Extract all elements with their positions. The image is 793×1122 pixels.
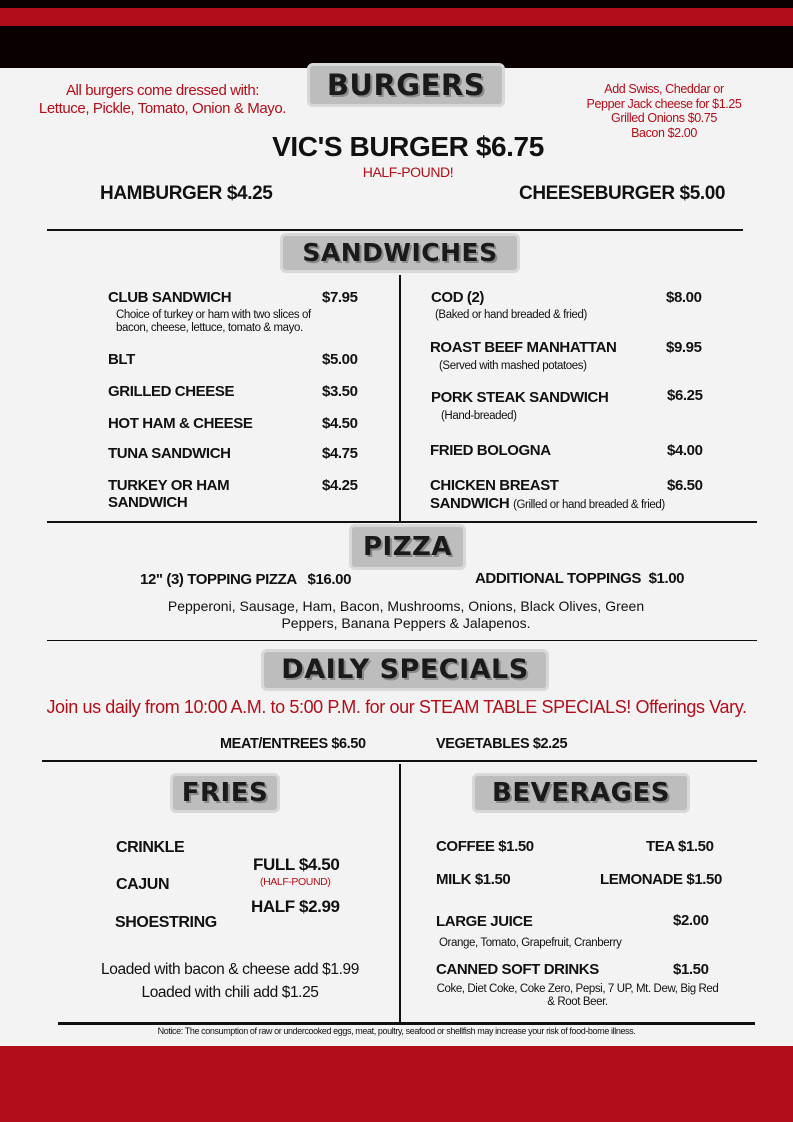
- vics-burger-note: HALF-POUND!: [362, 164, 454, 180]
- daily-meat-entrees: MEAT/ENTREES $6.50: [220, 736, 366, 752]
- hot-ham-cheese-name: HOT HAM & CHEESE: [108, 415, 253, 432]
- cheeseburger: CHEESEBURGER $5.00: [519, 183, 726, 204]
- canned-soft-drinks-desc: [430, 983, 725, 1009]
- beverages-banner: BEVERAGES: [472, 773, 690, 813]
- sandwiches-column-divider: [399, 275, 401, 521]
- top-black-band: [0, 26, 793, 68]
- blt-name: BLT: [108, 351, 135, 368]
- addon-cheese-price: Pepper Jack cheese for $1.25: [586, 96, 742, 111]
- pizza-toppings-list: [100, 598, 712, 632]
- canned-soft-drinks: CANNED SOFT DRINKS: [436, 961, 599, 978]
- dressed-line-2: Lettuce, Pickle, Tomato, Onion & Mayo.: [38, 100, 287, 117]
- burger-addons: [574, 82, 754, 140]
- bottom-column-divider: [399, 764, 401, 1022]
- divider-pizza: [47, 640, 757, 641]
- cod-name: COD (2): [431, 289, 485, 306]
- hamburger: HAMBURGER $4.25: [100, 183, 273, 204]
- club-sandwich-price: $7.95: [322, 289, 358, 306]
- dressed-line-1: All burgers come dressed with:: [65, 82, 260, 99]
- blt-price: $5.00: [322, 351, 358, 368]
- divider-specials: [42, 760, 757, 762]
- fries-full-note: (HALF-POUND): [260, 876, 331, 888]
- tuna-sandwich-price: $4.75: [322, 445, 358, 462]
- pork-steak-name: PORK STEAK SANDWICH: [431, 389, 609, 406]
- roast-beef-price: $9.95: [666, 339, 702, 356]
- chicken-breast-line-1: CHICKEN BREAST: [430, 477, 559, 494]
- fries-full-price: FULL $4.50: [253, 855, 340, 874]
- hot-ham-cheese-price: $4.50: [322, 415, 358, 432]
- divider-sandwiches: [47, 521, 757, 523]
- pizza-toppings-line-2: Peppers, Banana Peppers & Jalapenos.: [281, 615, 531, 631]
- addon-onions: Grilled Onions $0.75: [611, 111, 717, 125]
- tuna-sandwich-name: TUNA SANDWICH: [108, 445, 231, 462]
- divider-burgers: [47, 229, 743, 231]
- pork-steak-desc: (Hand-breaded): [441, 410, 517, 422]
- fried-bologna-name: FRIED BOLOGNA: [430, 442, 551, 459]
- pizza-additional-toppings: ADDITIONAL TOPPINGS $1.00: [475, 570, 685, 587]
- turkey-ham-price: $4.25: [322, 477, 358, 494]
- fries-banner: FRIES: [170, 773, 280, 813]
- large-juice-price: $2.00: [673, 912, 709, 929]
- daily-vegetables: VEGETABLES $2.25: [436, 736, 568, 752]
- daily-specials-banner: DAILY SPECIALS: [261, 649, 549, 691]
- top-red-band: [0, 8, 793, 26]
- roast-beef-desc: (Served with mashed potatoes): [439, 360, 587, 372]
- tea: TEA $1.50: [646, 838, 714, 855]
- club-sandwich-name: CLUB SANDWICH: [108, 289, 232, 306]
- burgers-dressed-note: [30, 82, 295, 118]
- cod-price: $8.00: [666, 289, 702, 306]
- club-sandwich-desc: Choice of turkey or ham with two slices of bacon, cheese, lettuce, tomato & mayo.: [116, 309, 311, 334]
- fries-crinkle: CRINKLE: [116, 839, 185, 856]
- grilled-cheese-price: $3.50: [322, 383, 358, 400]
- turkey-ham-line-2: SANDWICH: [108, 494, 188, 511]
- chicken-breast-price: $6.50: [667, 477, 703, 494]
- soft-drinks-line-2: & Root Beer.: [547, 996, 608, 1008]
- large-juice: LARGE JUICE: [436, 913, 533, 930]
- milk: MILK $1.50: [436, 871, 511, 888]
- addon-bacon: Bacon $2.00: [631, 125, 697, 140]
- bottom-red-band: [0, 1046, 793, 1122]
- fries-half-price: HALF $2.99: [251, 897, 340, 916]
- grilled-cheese-name: GRILLED CHEESE: [108, 383, 235, 400]
- lemonade: LEMONADE $1.50: [600, 871, 722, 888]
- fries-loaded-bacon: Loaded with bacon & cheese add $1.99: [101, 961, 359, 978]
- fried-bologna-price: $4.00: [667, 442, 703, 459]
- pizza-banner: PIZZA: [349, 524, 466, 570]
- daily-specials-note: Join us daily from 10:00 A.M. to 5:00 P.M. for our STEAM TABLE SPECIALS! Offerings Vary.: [46, 697, 747, 717]
- addon-cheese: Add Swiss, Cheddar or: [604, 82, 724, 96]
- fries-loaded-chili: Loaded with chili add $1.25: [141, 984, 319, 1001]
- fries-cajun: CAJUN: [116, 876, 170, 893]
- large-juice-desc: Orange, Tomato, Grapefruit, Cranberry: [439, 937, 622, 949]
- divider-bottom: [58, 1022, 755, 1025]
- coffee: COFFEE $1.50: [436, 838, 534, 855]
- cod-desc: (Baked or hand breaded & fried): [435, 309, 587, 321]
- fries-shoestring: SHOESTRING: [115, 914, 217, 931]
- turkey-ham-line-1: TURKEY OR HAM: [108, 477, 230, 494]
- chicken-breast-name: [430, 477, 665, 514]
- roast-beef-name: ROAST BEEF MANHATTAN: [430, 339, 617, 356]
- soft-drinks-line-1: Coke, Diet Coke, Coke Zero, Pepsi, 7 UP, Mt. Dew, Big Red: [436, 983, 719, 995]
- burgers-banner: BURGERS: [307, 63, 505, 107]
- pork-steak-price: $6.25: [667, 387, 703, 404]
- chicken-breast-line-2: SANDWICH: [430, 495, 510, 512]
- sandwiches-banner: SANDWICHES: [280, 233, 520, 273]
- turkey-ham-name: [108, 477, 229, 511]
- chicken-breast-desc: (Grilled or hand breaded & fried): [513, 499, 665, 511]
- canned-soft-drinks-price: $1.50: [673, 961, 709, 978]
- pizza-toppings-line-1: Pepperoni, Sausage, Ham, Bacon, Mushrooms, Onions, Black Olives, Green: [167, 598, 645, 614]
- food-safety-notice: Notice: The consumption of raw or undercooked eggs, meat, poultry, seafood or shellfish may increase your risk of food-borne illness.: [157, 1026, 636, 1036]
- top-dark-band: [0, 0, 793, 8]
- vics-burger: VIC'S BURGER $6.75: [272, 131, 544, 162]
- pizza-item: 12" (3) TOPPING PIZZA $16.00: [140, 571, 352, 588]
